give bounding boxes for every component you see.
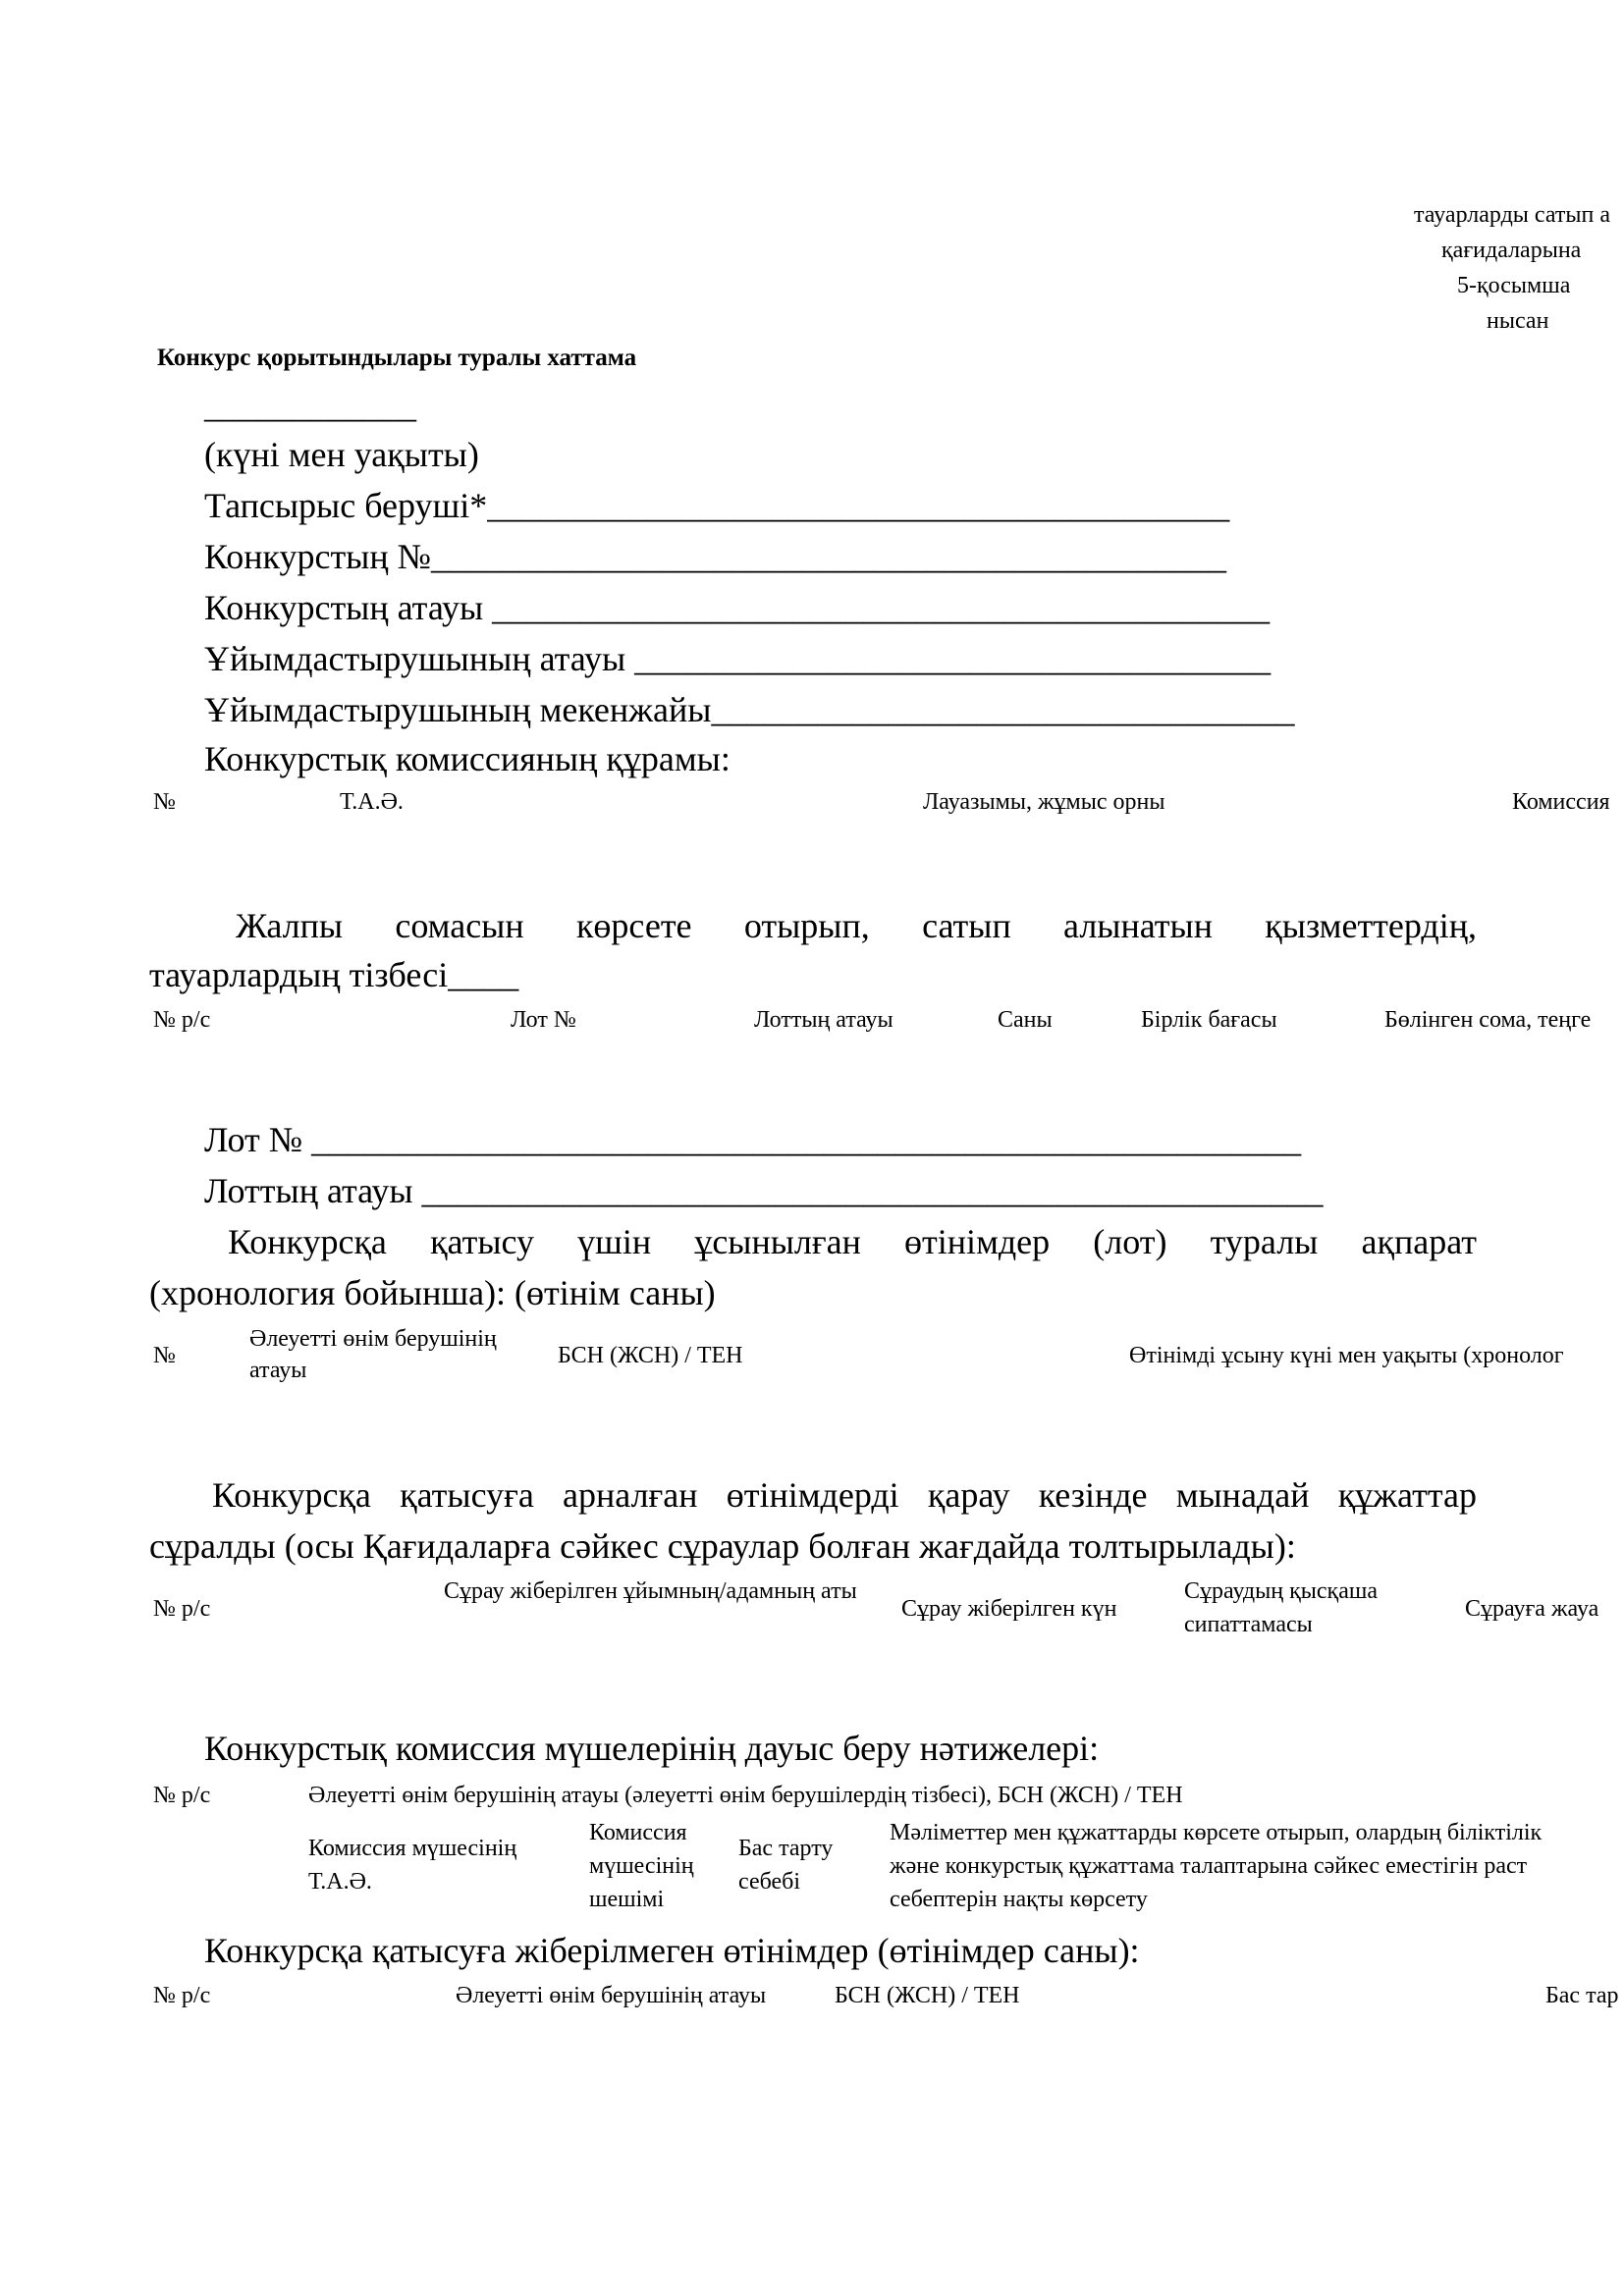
contest-name-field: Конкурстың атауы ____________________________________________: [204, 588, 1271, 627]
organizer-name-field: Ұйымдастырушының атауы ____________________________________: [204, 639, 1272, 678]
lot-number-field: Лот № ________________________________________________________: [204, 1120, 1302, 1159]
commission-col-number: №: [153, 789, 176, 815]
lots-col-quantity: Саны: [998, 1007, 1053, 1033]
commission-col-name: Т.А.Ә.: [340, 789, 404, 815]
commission-col-position: Лауазымы, жұмыс орны: [923, 789, 1165, 815]
voting-sub-details-line-1: Мәліметтер мен құжаттарды көрсете отырып, олардың біліктілік: [890, 1820, 1543, 1845]
requests-col-description: Сұраудың қысқаша сипаттамасы: [1184, 1578, 1378, 1637]
requests-col-response: Сұрауға жауа: [1465, 1596, 1599, 1622]
customer-field: Тапсырыс беруші*__________________________________________: [204, 486, 1230, 525]
applications-col-number: №: [153, 1343, 176, 1368]
commission-col-role: Комиссия: [1512, 789, 1610, 815]
date-underline: ____________: [204, 386, 416, 425]
applications-col-bin: БСН (ЖСН) / ТЕН: [558, 1343, 743, 1368]
voting-col-supplier: Әлеуетті өнім берушінің атауы (әлеуетті өнім берушілердің тізбесі), БСН (ЖСН) / ТЕН: [308, 1783, 1183, 1808]
services-paragraph-line-2: тауарлардың тізбесі____: [149, 955, 519, 994]
commission-heading: Конкурстық комиссияның құрамы:: [204, 739, 731, 778]
rejected-col-bin: БСН (ЖСН) / ТЕН: [835, 1983, 1020, 2008]
rejected-col-reason: Бас тар: [1545, 1983, 1619, 2008]
voting-col-number: № р/с: [153, 1783, 211, 1808]
voting-sub-member-decision: Комиссия мүшесінің шешімі: [589, 1820, 694, 1912]
header-line-3: 5-қосымша: [1457, 273, 1571, 298]
services-paragraph-line-1: Жалпы сомасын көрсете отырып, сатып алынатын қызметтердің,: [236, 906, 1477, 945]
lot-name-field: Лоттың атауы ___________________________________________________: [204, 1171, 1324, 1210]
lots-col-allocated-sum: Бөлінген сома, теңге: [1384, 1007, 1592, 1033]
voting-sub-refusal-reason: Бас тарту себебі: [738, 1836, 834, 1895]
lots-col-lot-name: Лоттың атауы: [754, 1007, 893, 1033]
header-line-2: қағидаларына: [1441, 238, 1582, 263]
voting-sub-details-line-2: және конкурстық құжаттама талаптарына сәйкес еместігін раст: [890, 1853, 1528, 1879]
applications-col-supplier: Әлеуетті өнім берушінің атауы: [249, 1326, 497, 1383]
header-line-4: нысан: [1487, 308, 1549, 334]
rejected-col-number: № р/с: [153, 1983, 211, 2008]
documents-paragraph-line-1: Конкурсқа қатысуға арналған өтінімдерді қарау кезінде мынадай құжаттар: [212, 1475, 1477, 1515]
requests-col-date: Сұрау жіберілген күн: [901, 1596, 1117, 1622]
voting-sub-member-name: Комиссия мүшесінің Т.А.Ә.: [308, 1836, 517, 1895]
voting-sub-details-line-3: себептерін нақты көрсету: [890, 1887, 1148, 1912]
rejected-heading: Конкурсқа қатысуға жіберілмеген өтінімдер (өтінімдер саны):: [204, 1931, 1140, 1970]
voting-heading: Конкурстық комиссия мүшелерінің дауыс беру нәтижелері:: [204, 1729, 1100, 1768]
applications-paragraph-line-2: (хронология бойынша): (өтінім саны): [149, 1273, 716, 1312]
date-label: (күні мен уақыты): [204, 435, 479, 474]
page-title: Конкурс қорытындылары туралы хаттама: [157, 345, 637, 371]
contest-number-field: Конкурстың №_____________________________________________: [204, 537, 1226, 576]
requests-col-number: № р/с: [153, 1596, 211, 1622]
documents-paragraph-line-2: сұралды (осы Қағидаларға сәйкес сұраулар болған жағдайда толтырылады):: [149, 1526, 1296, 1566]
requests-col-organization: Сұрау жіберілген ұйымның/адамның аты: [444, 1578, 857, 1604]
organizer-address-field: Ұйымдастырушының мекенжайы_________________________________: [204, 690, 1295, 729]
lots-col-number: № р/с: [153, 1007, 211, 1033]
header-line-1: тауарларды сатып а: [1414, 202, 1610, 228]
rejected-col-supplier: Әлеуетті өнім берушінің атауы: [456, 1983, 767, 2008]
lots-col-lot-no: Лот №: [511, 1007, 576, 1033]
applications-col-date: Өтінімді ұсыну күні мен уақыты (хронолог: [1129, 1343, 1564, 1368]
lots-col-unit-price: Бірлік бағасы: [1141, 1007, 1277, 1033]
applications-paragraph-line-1: Конкурсқа қатысу үшін ұсынылған өтінімдер (лот) туралы ақпарат: [228, 1222, 1477, 1261]
